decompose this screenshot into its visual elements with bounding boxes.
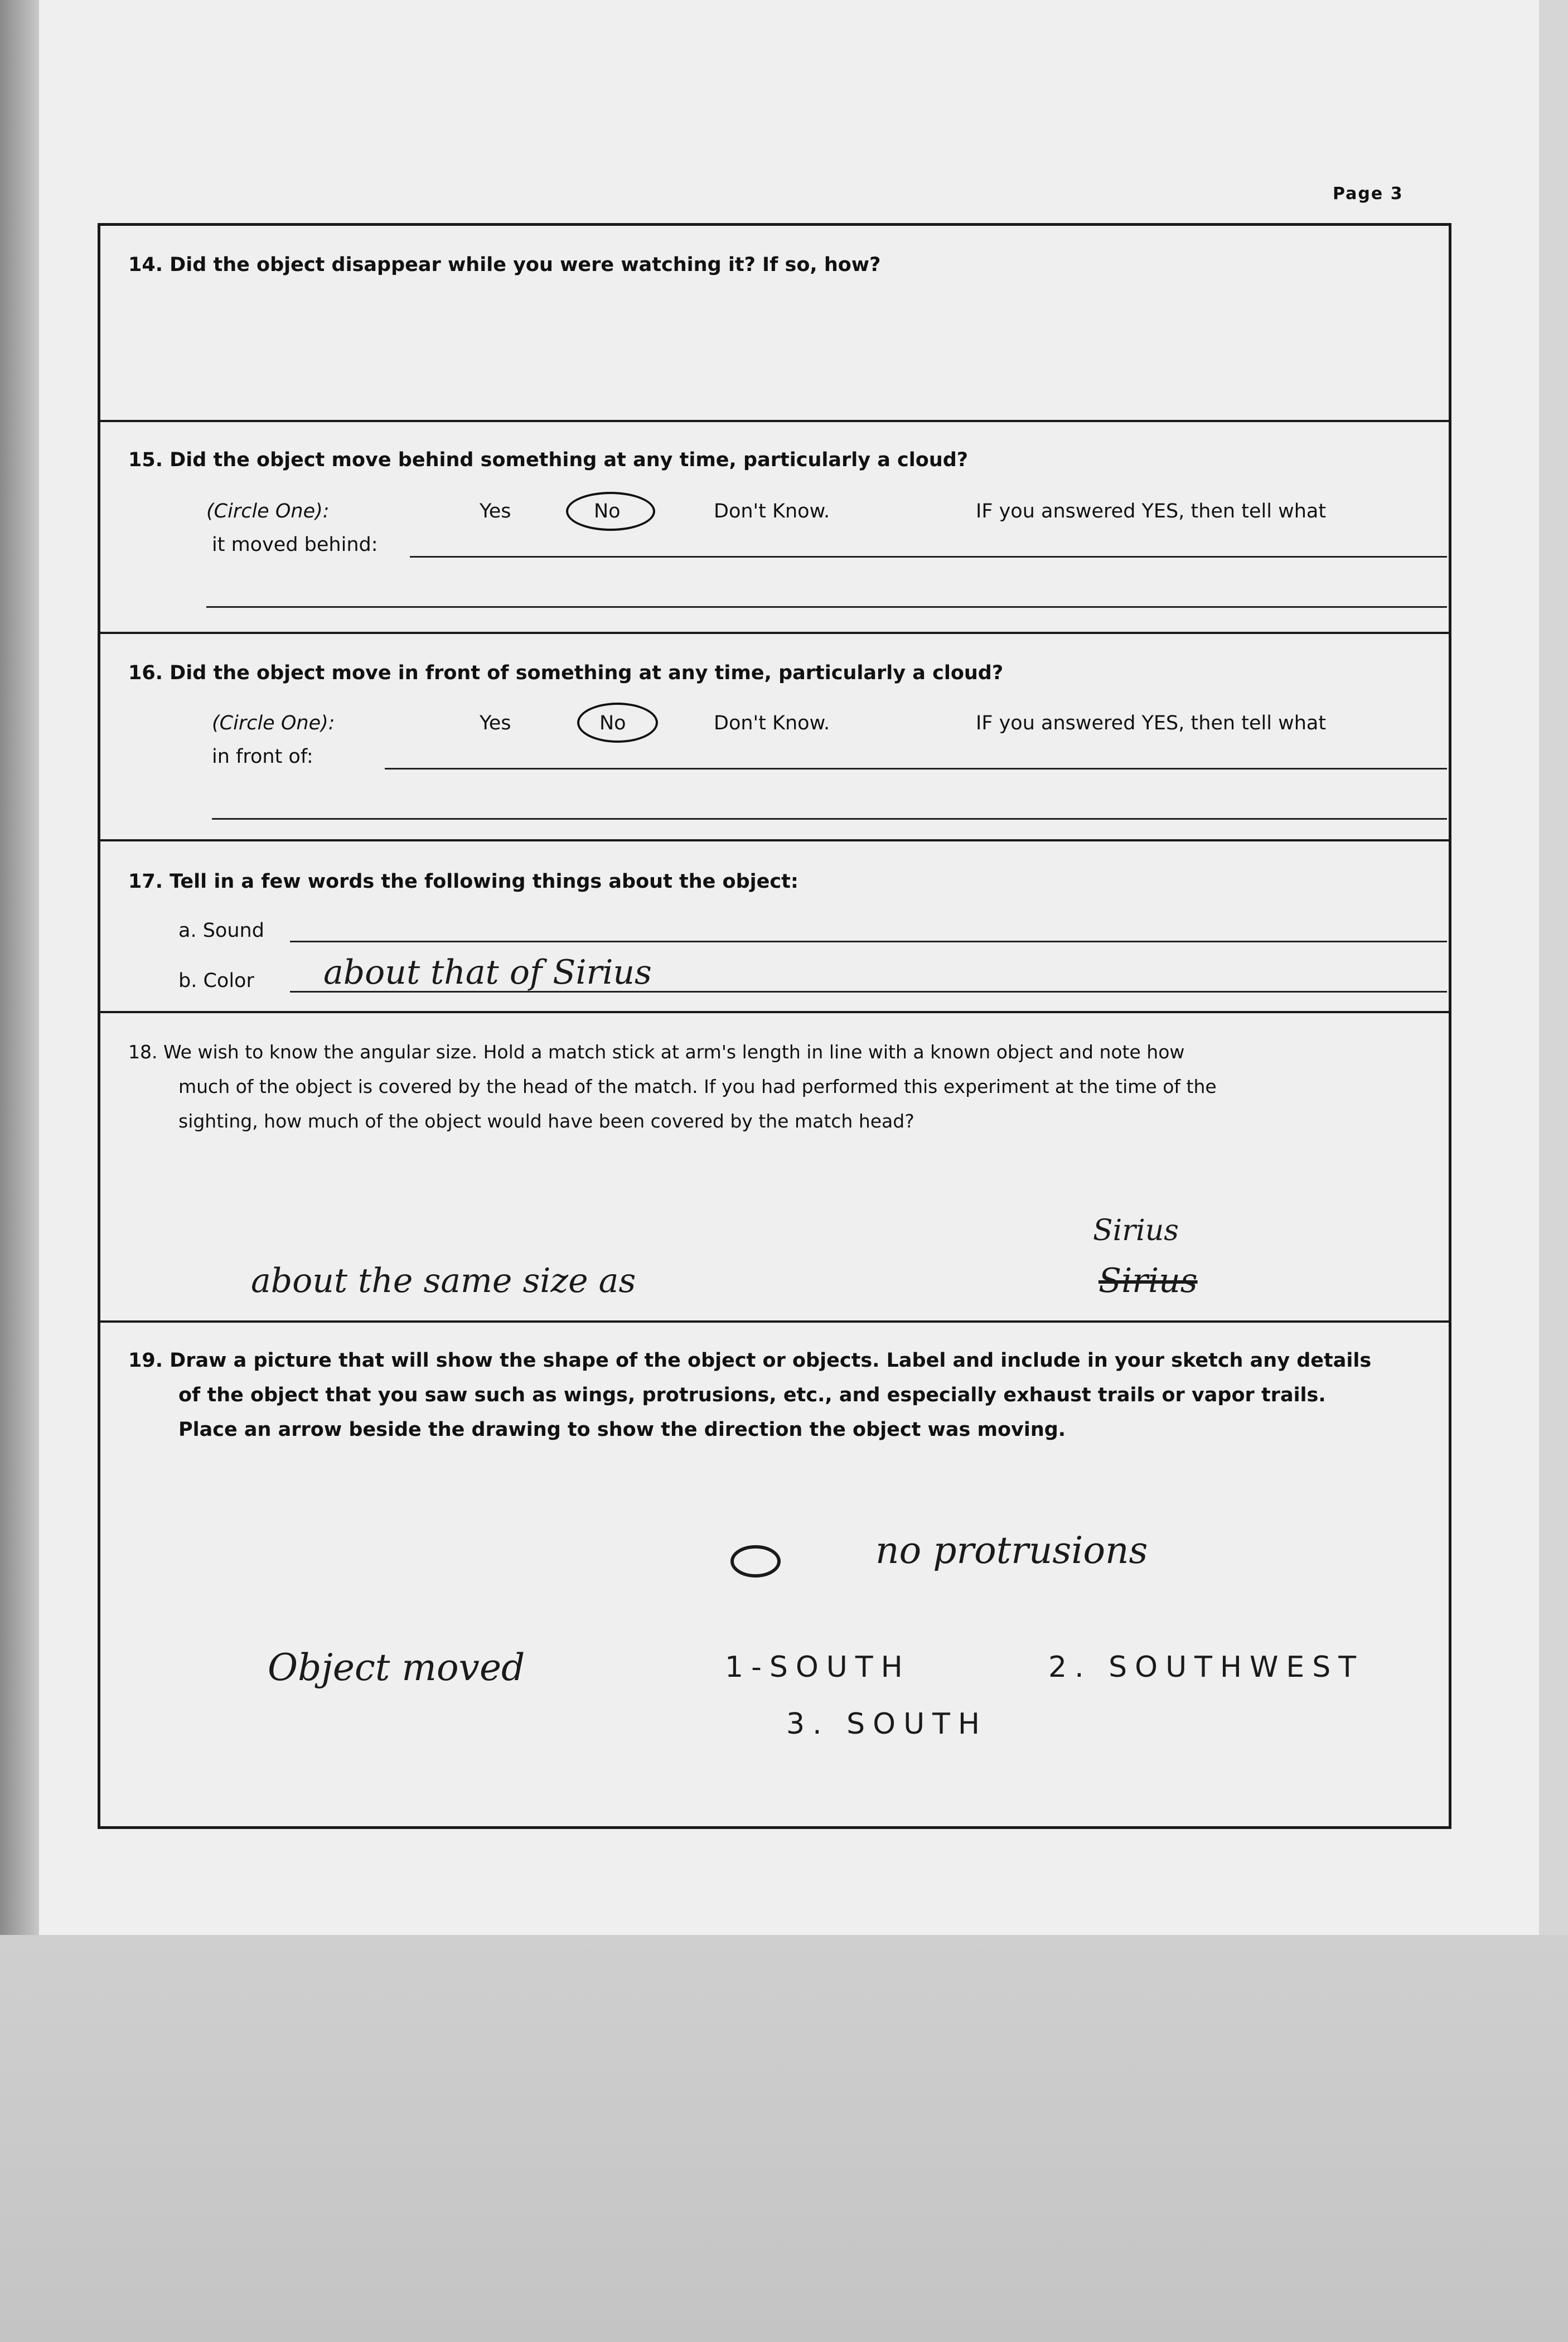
question-19-line-1: 19. Draw a picture that will show the shape of the object or objects. Label and include in your sketch any details <box>128 1349 1372 1372</box>
q16-if-yes: IF you answered YES, then tell what <box>976 712 1327 734</box>
q17-color-label: b. Color <box>178 970 254 992</box>
q19-direction-2: 2. SOUTHWEST <box>1048 1651 1364 1684</box>
q17-color-line <box>290 991 1447 993</box>
q16-answer-line-2 <box>212 818 1447 820</box>
q18-answer: about the same size as <box>251 1261 636 1300</box>
q15-if-yes: IF you answered YES, then tell what <box>976 500 1327 522</box>
q19-movement-label: Object moved <box>268 1646 525 1689</box>
q15-option-no: No <box>594 500 621 522</box>
object-sketch <box>725 1540 786 1582</box>
q17-color-answer: about that of Sirius <box>323 953 652 992</box>
q16-option-no: No <box>599 712 626 734</box>
scan-shadow-left <box>0 0 39 1935</box>
questionnaire-form <box>98 223 1451 1829</box>
q16-followup-label: in front of: <box>212 746 313 768</box>
q16-answer-line-1 <box>385 768 1447 770</box>
question-14 <box>100 226 1449 422</box>
q15-circle-label: (Circle One): <box>206 500 330 522</box>
q17-sound-label: a. Sound <box>178 920 264 942</box>
q15-answer-line-1 <box>410 556 1447 558</box>
question-19-line-2: of the object that you saw such as wings, protrusions, etc., and especially exhaust trails or vapor trails. <box>178 1384 1326 1406</box>
object-sketch-oval <box>732 1547 779 1576</box>
question-15-text: 15. Did the object move behind something at any time, particularly a cloud? <box>128 449 969 471</box>
q15-option-dont-know: Don't Know. <box>714 500 830 522</box>
question-16 <box>100 634 1449 841</box>
question-18-line-1: 18. We wish to know the angular size. Hold a match stick at arm's length in line with a known object and note how <box>128 1041 1185 1063</box>
q15-option-yes: Yes <box>480 500 511 522</box>
question-19-line-3: Place an arrow beside the drawing to show the direction the object was moving. <box>178 1419 1066 1441</box>
q17-sound-line <box>290 941 1447 942</box>
scan-background-bottom <box>0 1935 1568 2342</box>
question-18 <box>100 1013 1449 1323</box>
q16-option-dont-know: Don't Know. <box>714 712 830 734</box>
q15-followup-label: it moved behind: <box>212 534 378 556</box>
question-14-text: 14. Did the object disappear while you were watching it? If so, how? <box>128 254 881 276</box>
q18-answer-end: Sirius <box>1098 1261 1198 1300</box>
question-17 <box>100 841 1449 1013</box>
question-16-text: 16. Did the object move in front of something at any time, particularly a cloud? <box>128 662 1004 684</box>
q19-sketch-note: no protrusions <box>875 1529 1148 1572</box>
question-19 <box>100 1323 1449 1832</box>
q19-direction-3: 3. SOUTH <box>786 1707 988 1741</box>
question-15 <box>100 422 1449 634</box>
q16-circle-label: (Circle One): <box>212 712 335 734</box>
question-18-line-2: much of the object is covered by the head of the match. If you had performed this experiment at the time of the <box>178 1076 1217 1097</box>
q15-answer-line-2 <box>206 606 1447 608</box>
q19-direction-1: 1-SOUTH <box>725 1651 911 1684</box>
q18-correction: Sirius <box>1093 1214 1179 1247</box>
page-number: Page 3 <box>1333 184 1404 204</box>
q16-option-yes: Yes <box>480 712 511 734</box>
question-17-text: 17. Tell in a few words the following things about the object: <box>128 870 798 893</box>
form-page <box>39 0 1539 1935</box>
question-18-line-3: sighting, how much of the object would have been covered by the match head? <box>178 1110 914 1132</box>
